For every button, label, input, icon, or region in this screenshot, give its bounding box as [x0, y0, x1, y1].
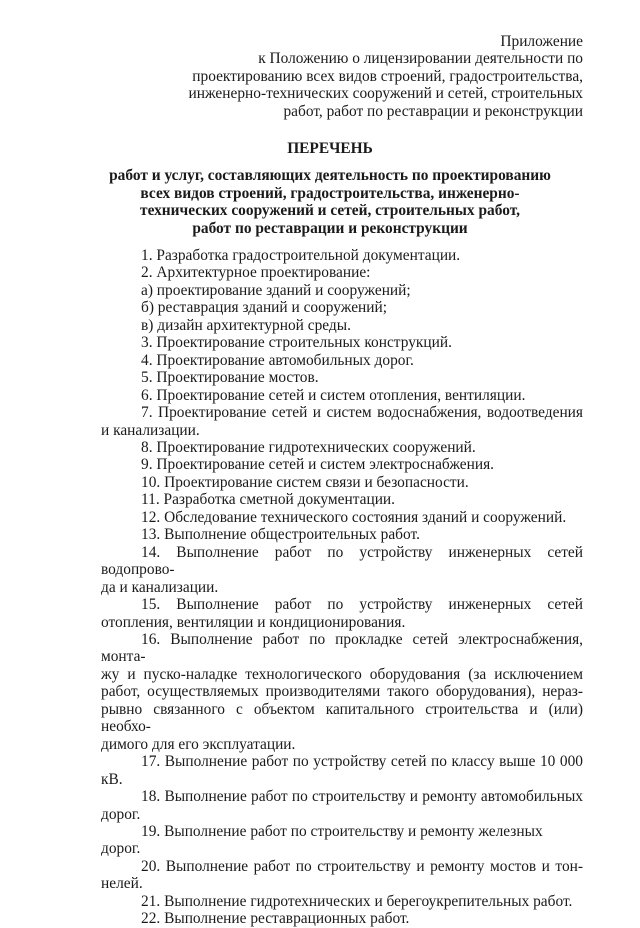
list-item-10: 10. Проектирование систем связи и безопасности.	[141, 473, 469, 491]
list-item-18: 18. Выполнение работ по строительству и ремонту автомобильных дорог.	[101, 788, 583, 823]
works-list	[101, 247, 583, 928]
list-item-12: 12. Обследование технического состояния зданий и сооружений.	[141, 508, 567, 526]
list-item-21: 21. Выполнение гидротехнических и берегоукрепительных работ.	[141, 892, 573, 910]
document-subtitle	[0, 167, 640, 237]
appendix-line: инженерно-технических сооружений и сетей, строительных	[188, 85, 583, 103]
list-item-20-line-2: нелей.	[101, 875, 143, 893]
list-item-20-line-1: 20. Выполнение работ по строительству и ремонту мостов и тон-	[141, 857, 583, 875]
list-subitem-2c: в) дизайн архитектурной среды.	[141, 316, 351, 334]
subtitle-line: работ по реставрации и реконструкции	[192, 219, 468, 237]
list-item-3: 3. Проектирование строительных конструкций.	[141, 334, 452, 352]
list-item-6: 6. Проектирование сетей и систем отопления, вентиляции.	[141, 386, 526, 404]
list-item-19: 19. Выполнение работ по строительству и ремонту железных дорог.	[101, 822, 543, 858]
list-item-16-line-1: 16. Выполнение работ по прокладке сетей электроснабжения, монта-	[101, 630, 583, 666]
list-item-15: 15. Выполнение работ по устройству инженерных сетей отопления, вентиляции и кондиционирования.	[101, 596, 583, 631]
list-item-11: 11. Разработка сметной документации.	[141, 491, 396, 509]
list-item-7: 7. Проектирование сетей и систем водоснабжения, водоотведения и канализации.	[101, 404, 583, 439]
list-item-1: 1. Разработка градостроительной документации.	[141, 247, 461, 264]
list-item-16-line-2: жу и пуско-наладке технологического оборудования (за исключением	[101, 665, 583, 683]
appendix-line: работ, работ по реставрации и реконструкции	[283, 102, 583, 120]
subtitle-line: технических сооружений и сетей, строительных работ,	[140, 202, 520, 220]
document-title: ПЕРЕЧЕНЬ	[287, 140, 373, 157]
list-subitem-2a: а) проектирование зданий и сооружений;	[141, 281, 411, 299]
list-subitem-2b: б) реставрация зданий и сооружений;	[141, 299, 388, 317]
appendix-label: Приложение	[500, 33, 583, 50]
list-item-9: 9. Проектирование сетей и систем электроснабжения.	[141, 456, 495, 474]
appendix-line: к Положению о лицензировании деятельности по	[258, 50, 583, 68]
list-item-14-line-2: да и канализации.	[101, 578, 219, 596]
list-item-14	[101, 544, 583, 596]
subtitle-line: работ и услуг, составляющих деятельность по проектированию	[109, 167, 551, 184]
subtitle-line: всех видов строений, градостроительства, инженерно-	[140, 184, 520, 202]
list-item-13: 13. Выполнение общестроительных работ.	[141, 526, 420, 544]
list-item-14-line-1: 14. Выполнение работ по устройству инженерных сетей водопрово-	[101, 543, 583, 579]
appendix-line: проектированию всех видов строений, градостроительства,	[192, 67, 583, 85]
list-item-20	[101, 858, 583, 893]
list-item-2: 2. Архитектурное проектирование:	[141, 264, 371, 282]
list-item-16-line-4: рывно связанного с объектом капитального строительства и (или) необхо-	[101, 700, 583, 736]
list-item-4: 4. Проектирование автомобильных дорог.	[141, 351, 414, 369]
list-item-16	[101, 631, 583, 753]
appendix-header	[150, 33, 583, 120]
list-item-16-line-5: димого для его эксплуатации.	[101, 735, 296, 753]
list-item-17: 17. Выполнение работ по устройству сетей по классу выше 10 000 кВ.	[101, 753, 583, 788]
list-item-16-line-3: работ, осуществляемых производителями такого оборудования), нераз-	[101, 683, 583, 701]
list-item-22: 22. Выполнение реставрационных работ.	[141, 910, 410, 928]
list-item-8: 8. Проектирование гидротехнических сооружений.	[141, 438, 476, 456]
list-item-5: 5. Проектирование мостов.	[141, 369, 319, 387]
